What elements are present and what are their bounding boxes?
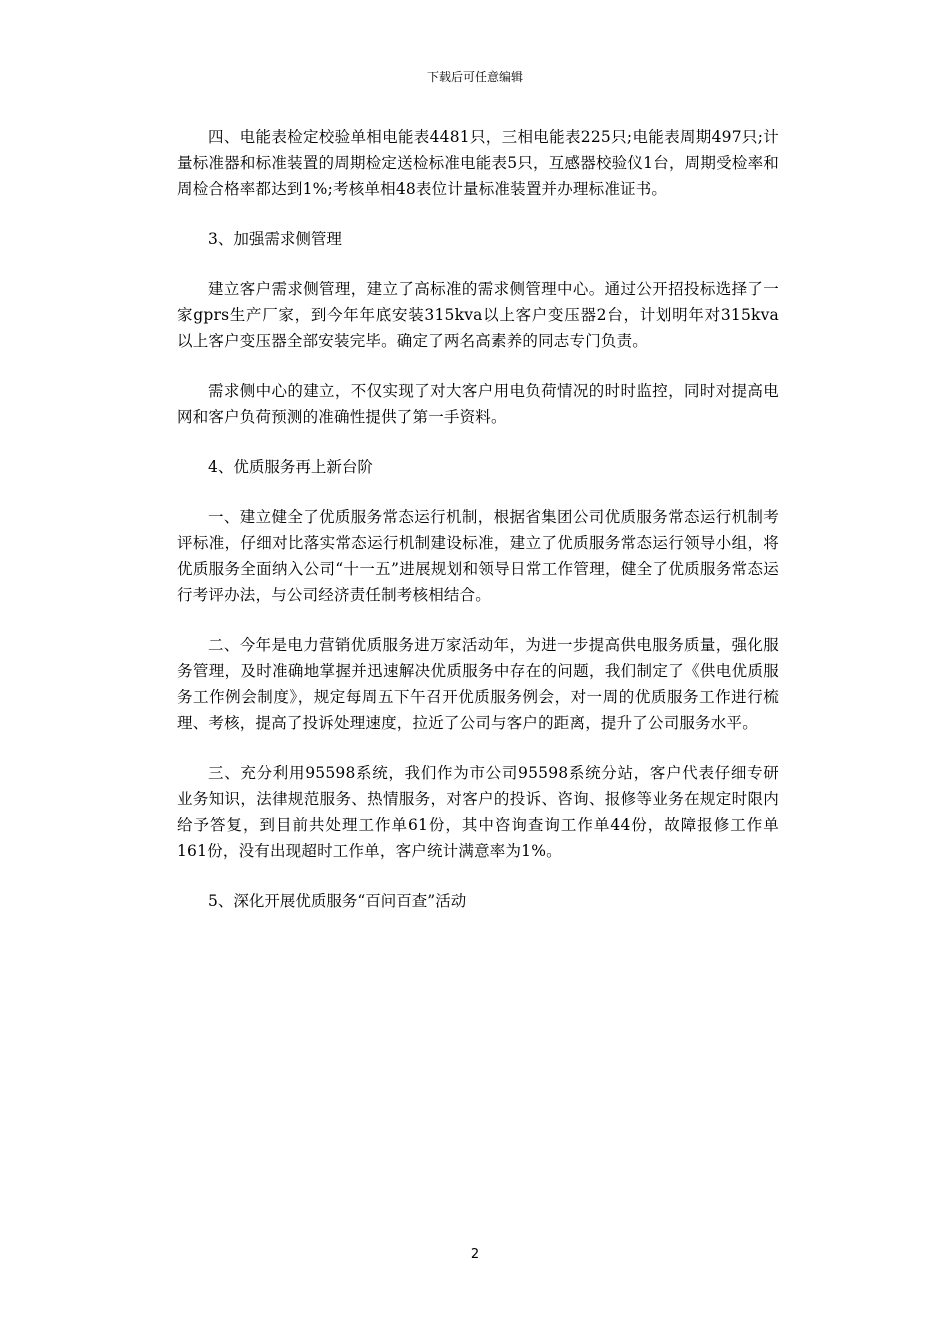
document-body [177,124,779,938]
page-header: 下载后可任意编辑 [426,70,523,84]
section-heading-quality-service: 4、优质服务再上新台阶 [208,458,373,476]
page-number: 2 [470,1247,480,1262]
paragraph-meter-calibration: 四、电能表检定校验单相电能表4481只，三相电能表225只;电能表周期497只;计量标准器和标准装置的周期检定送检标准电能表5只，互感器校验仪1台，周期受检率和周检合格率都达到1%;考核单相48表位计量标准装置并办理标准证书。 [177,128,779,198]
paragraph-demand-side-center: 需求侧中心的建立，不仅实现了对大客户用电负荷情况的时时监控，同时对提高电网和客户负荷预测的准确性提供了第一手资料。 [177,382,779,426]
paragraph-demand-side-management: 建立客户需求侧管理，建立了高标准的需求侧管理中心。通过公开招投标选择了一家gprs生产厂家，到今年年底安装315kva以上客户变压器2台，计划明年对315kva以上客户变压器全部安装完毕。确定了两名高素养的同志专门负责。 [177,280,779,350]
section-heading-hundred-questions: 5、深化开展优质服务“百问百查”活动 [208,892,467,910]
paragraph-service-meeting: 二、今年是电力营销优质服务进万家活动年，为进一步提高供电服务质量，强化服务管理，及时准确地掌握并迅速解决优质服务中存在的问题，我们制定了《供电优质服务工作例会制度》，规定每周五下午召开优质服务例会，对一周的优质服务工作进行梳理、考核，提高了投诉处理速度，拉近了公司与客户的距离，提升了公司服务水平。 [177,636,779,732]
paragraph-95598-system: 三、充分利用95598系统，我们作为市公司95598系统分站，客户代表仔细专研业务知识，法律规范服务、热情服务，对客户的投诉、咨询、报修等业务在规定时限内给予答复，到目前共处理工作单61份，其中咨询查询工作单44份，故障报修工作单161份，没有出现超时工作单，客户统计满意率为1%。 [177,764,779,860]
paragraph-service-mechanism: 一、建立健全了优质服务常态运行机制，根据省集团公司优质服务常态运行机制考评标准，仔细对比落实常态运行机制建设标准，建立了优质服务常态运行领导小组，将优质服务全面纳入公司“十一五”进展规划和领导日常工作管理，健全了优质服务常态运行考评办法，与公司经济责任制考核相结合。 [177,508,779,604]
section-heading-demand-side: 3、加强需求侧管理 [208,230,342,248]
